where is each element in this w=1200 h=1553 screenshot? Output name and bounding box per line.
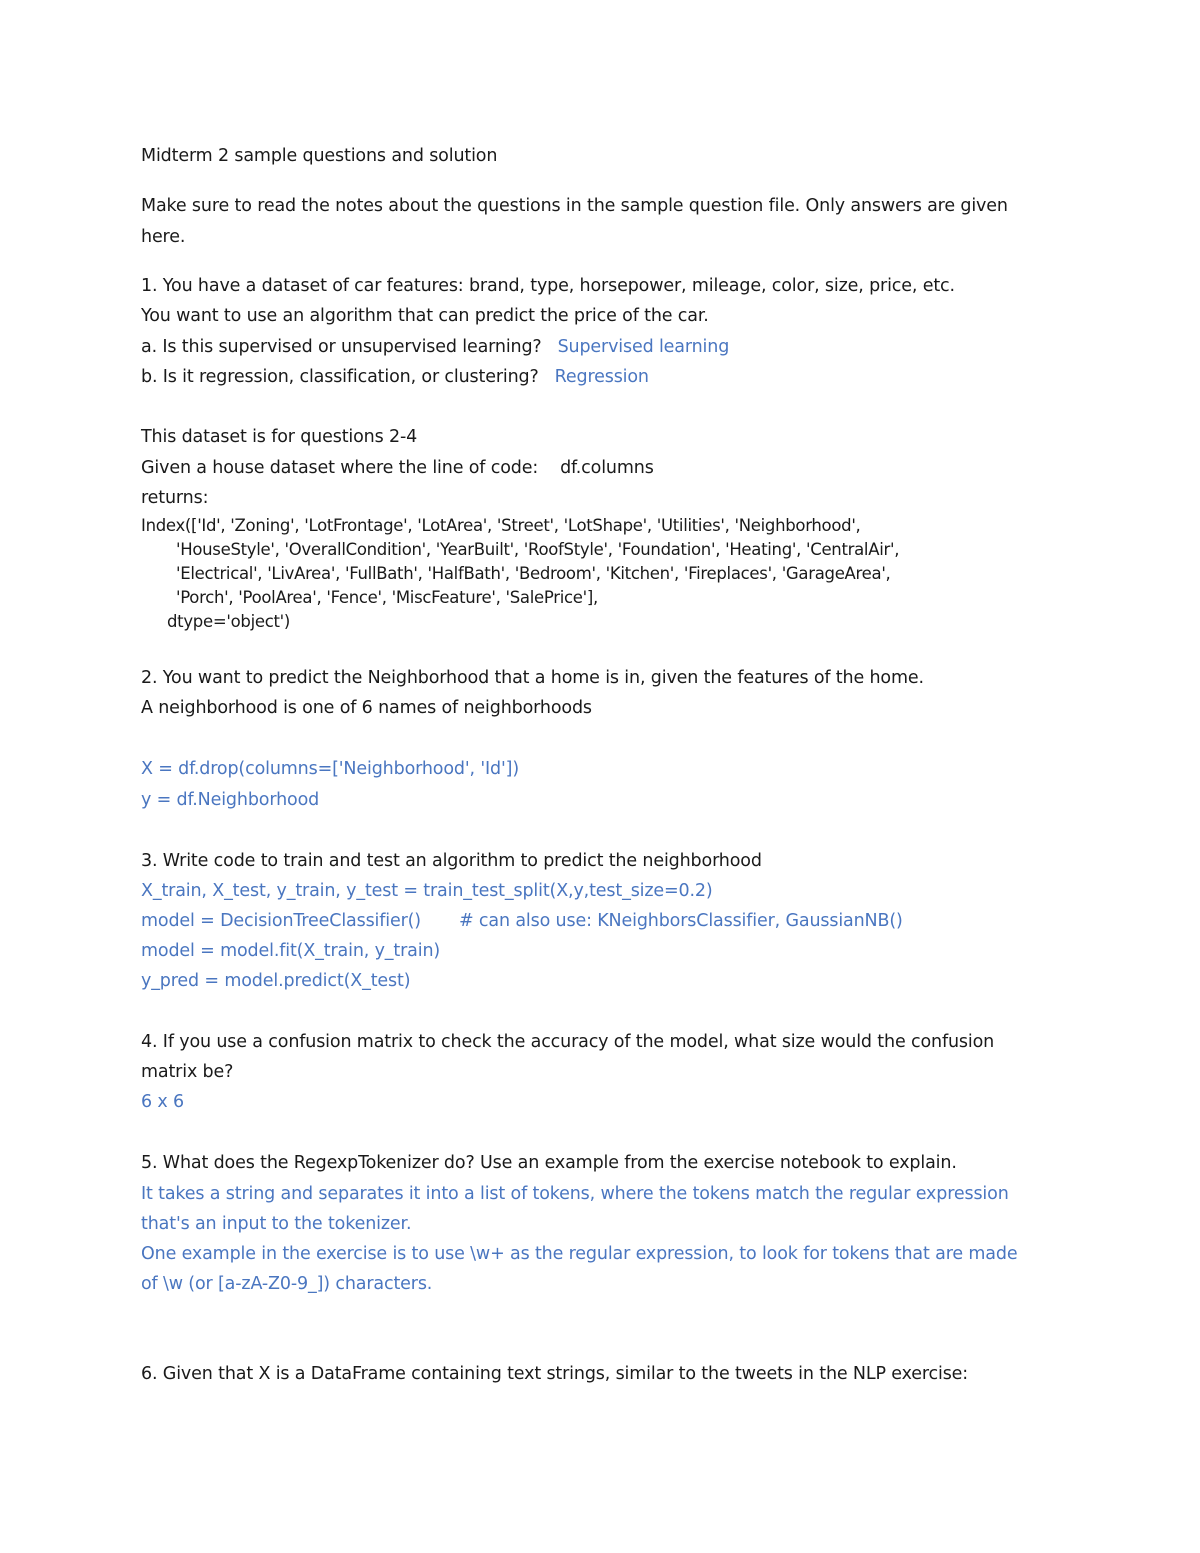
q3-answer-line-1: X_train, X_test, y_train, y_test = train_test_split(X,y,test_size=0.2)	[141, 881, 713, 901]
q5-answer-line-2: that's an input to the tokenizer.	[141, 1214, 412, 1234]
q1-part-a-question: a. Is this supervised or unsupervised learning?	[141, 337, 542, 357]
q6-line-1: 6. Given that X is a DataFrame containing text strings, similar to the tweets in the NLP exercise:	[141, 1364, 969, 1384]
index-output-line-3: 'Electrical', 'LivArea', 'FullBath', 'HalfBath', 'Bedroom', 'Kitchen', 'Fireplaces', 'GarageArea',	[176, 564, 891, 583]
intro-line-2: here.	[141, 227, 186, 247]
dataset-line-2-code: df.columns	[560, 458, 654, 478]
q3-answer-line-3: model = model.fit(X_train, y_train)	[141, 941, 441, 961]
q1-line-1: 1. You have a dataset of car features: brand, type, horsepower, mileage, color, size, price, etc.	[141, 276, 955, 296]
q3-answer-line-2	[141, 910, 903, 932]
q5-answer-line-4: of \w (or [a-zA-Z0-9_]) characters.	[141, 1274, 433, 1294]
q1-part-a-answer: Supervised learning	[557, 337, 730, 357]
q3-answer-line-2-code: model = DecisionTreeClassifier()	[141, 911, 421, 931]
q1-part-a	[141, 336, 729, 358]
q2-answer-line-1: X = df.drop(columns=['Neighborhood', 'Id'])	[141, 759, 520, 779]
index-output-line-1: Index(['Id', 'Zoning', 'LotFrontage', 'LotArea', 'Street', 'LotShape', 'Utilities', 'Neighborhood',	[141, 516, 861, 535]
index-output-line-5: dtype='object')	[167, 612, 291, 631]
intro-line-1: Make sure to read the notes about the questions in the sample question file. Only answers are given	[141, 196, 1008, 216]
q1-part-b	[141, 366, 649, 388]
q4-line-2: matrix be?	[141, 1062, 234, 1082]
dataset-line-1: This dataset is for questions 2-4	[141, 427, 418, 447]
dataset-line-2	[141, 457, 654, 479]
q5-answer-line-1: It takes a string and separates it into a list of tokens, where the tokens match the regular expression	[141, 1184, 1009, 1204]
q4-line-1: 4. If you use a confusion matrix to check the accuracy of the model, what size would the confusion	[141, 1032, 995, 1052]
q5-answer-line-3: One example in the exercise is to use \w+ as the regular expression, to look for tokens that are made	[141, 1244, 1018, 1264]
q4-answer: 6 x 6	[141, 1092, 185, 1112]
q1-part-b-question: b. Is it regression, classification, or clustering?	[141, 367, 539, 387]
q3-answer-line-2-comment: # can also use: KNeighborsClassifier, GaussianNB()	[459, 911, 903, 931]
index-output-line-4: 'Porch', 'PoolArea', 'Fence', 'MiscFeature', 'SalePrice'],	[176, 588, 598, 607]
q2-line-2: A neighborhood is one of 6 names of neighborhoods	[141, 698, 592, 718]
q3-answer-line-4: y_pred = model.predict(X_test)	[141, 971, 411, 991]
q1-line-2: You want to use an algorithm that can predict the price of the car.	[141, 306, 709, 326]
document-title: Midterm 2 sample questions and solution	[141, 146, 498, 166]
index-output-line-2: 'HouseStyle', 'OverallCondition', 'YearBuilt', 'RoofStyle', 'Foundation', 'Heating', 'CentralAir',	[176, 540, 900, 559]
q1-part-b-answer: Regression	[554, 367, 649, 387]
dataset-line-3: returns:	[141, 488, 209, 508]
q3-line-1: 3. Write code to train and test an algorithm to predict the neighborhood	[141, 851, 762, 871]
q5-line-1: 5. What does the RegexpTokenizer do? Use an example from the exercise notebook to explain.	[141, 1153, 957, 1173]
q2-answer-line-2: y = df.Neighborhood	[141, 790, 320, 810]
q2-line-1: 2. You want to predict the Neighborhood that a home is in, given the features of the home.	[141, 668, 924, 688]
dataset-line-2-text: Given a house dataset where the line of code:	[141, 458, 539, 478]
